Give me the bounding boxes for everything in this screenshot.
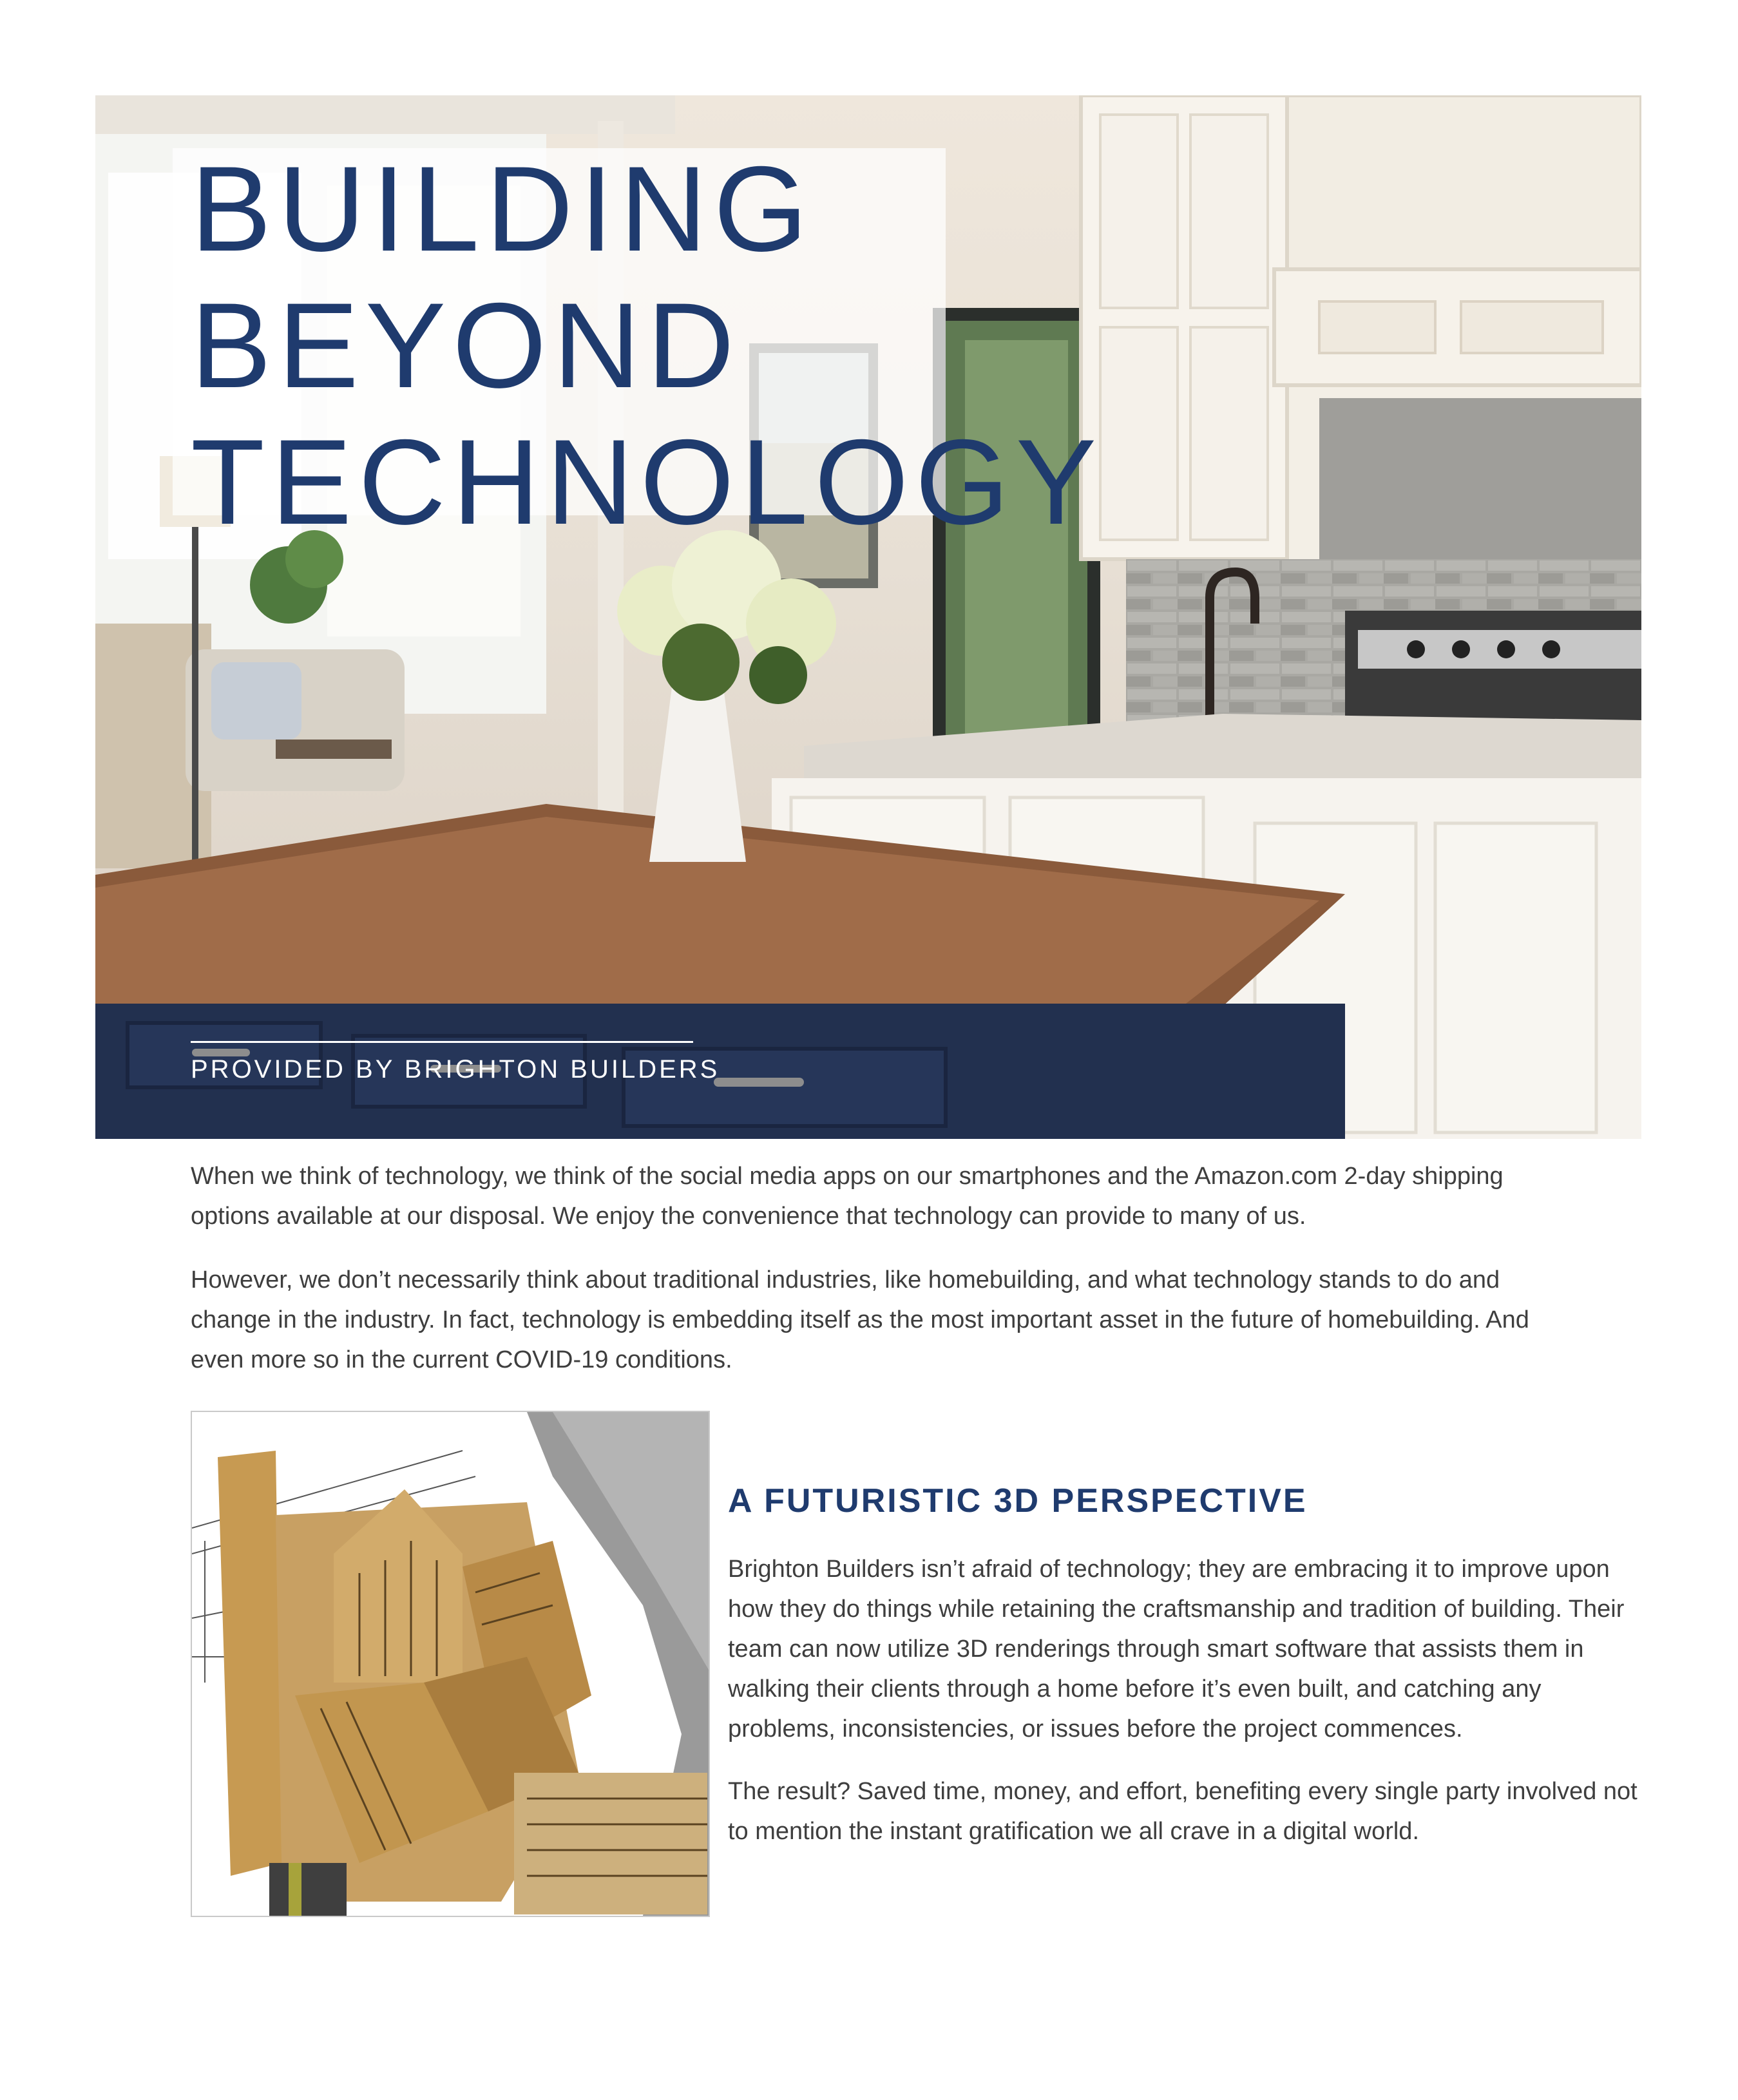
framing-rendering-figure <box>191 1411 710 1917</box>
intro-paragraph-2: However, we don’t necessarily think about traditional industries, like homebuilding, and what technology stands to do and change in the industry. In fact, technology is embedding itself as the most important asset in the future of homebuilding. And even more so in the current COVID-19 conditions. <box>191 1266 1529 1373</box>
page-title <box>191 140 1103 550</box>
title-line-1: BUILDING <box>191 141 814 276</box>
credit-divider <box>191 1041 693 1043</box>
section-paragraph-1: Brighton Builders isn’t afraid of technology; they are embracing it to improve upon how they do things while retaining the craftsmanship and tradition of building. Their team can now utilize 3D renderings through smart software that assists them in walking their clients through a home before it’s even built, and catching any problems, inconsistencies, or issues before the project commences. <box>728 1556 1625 1742</box>
section-heading: A FUTURISTIC 3D PERSPECTIVE <box>728 1482 1308 1520</box>
photo-credit: PROVIDED BY BRIGHTON BUILDERS <box>191 1055 720 1083</box>
section-paragraph-2: The result? Saved time, money, and effort, benefiting every single party involved not to mention the instant gratification we all crave in a digital world. <box>728 1778 1638 1845</box>
framing-rendering-image <box>192 1412 709 1916</box>
title-line-3: TECHNOLOGY <box>191 414 1103 549</box>
intro-paragraph-1: When we think of technology, we think of the social media apps on our smartphones and the Amazon.com 2-day shipping options available at our disposal. We enjoy the convenience that technology can provide to many of us. <box>191 1163 1504 1230</box>
title-line-2: BEYOND <box>191 278 741 413</box>
hero-photo <box>95 95 1641 1139</box>
